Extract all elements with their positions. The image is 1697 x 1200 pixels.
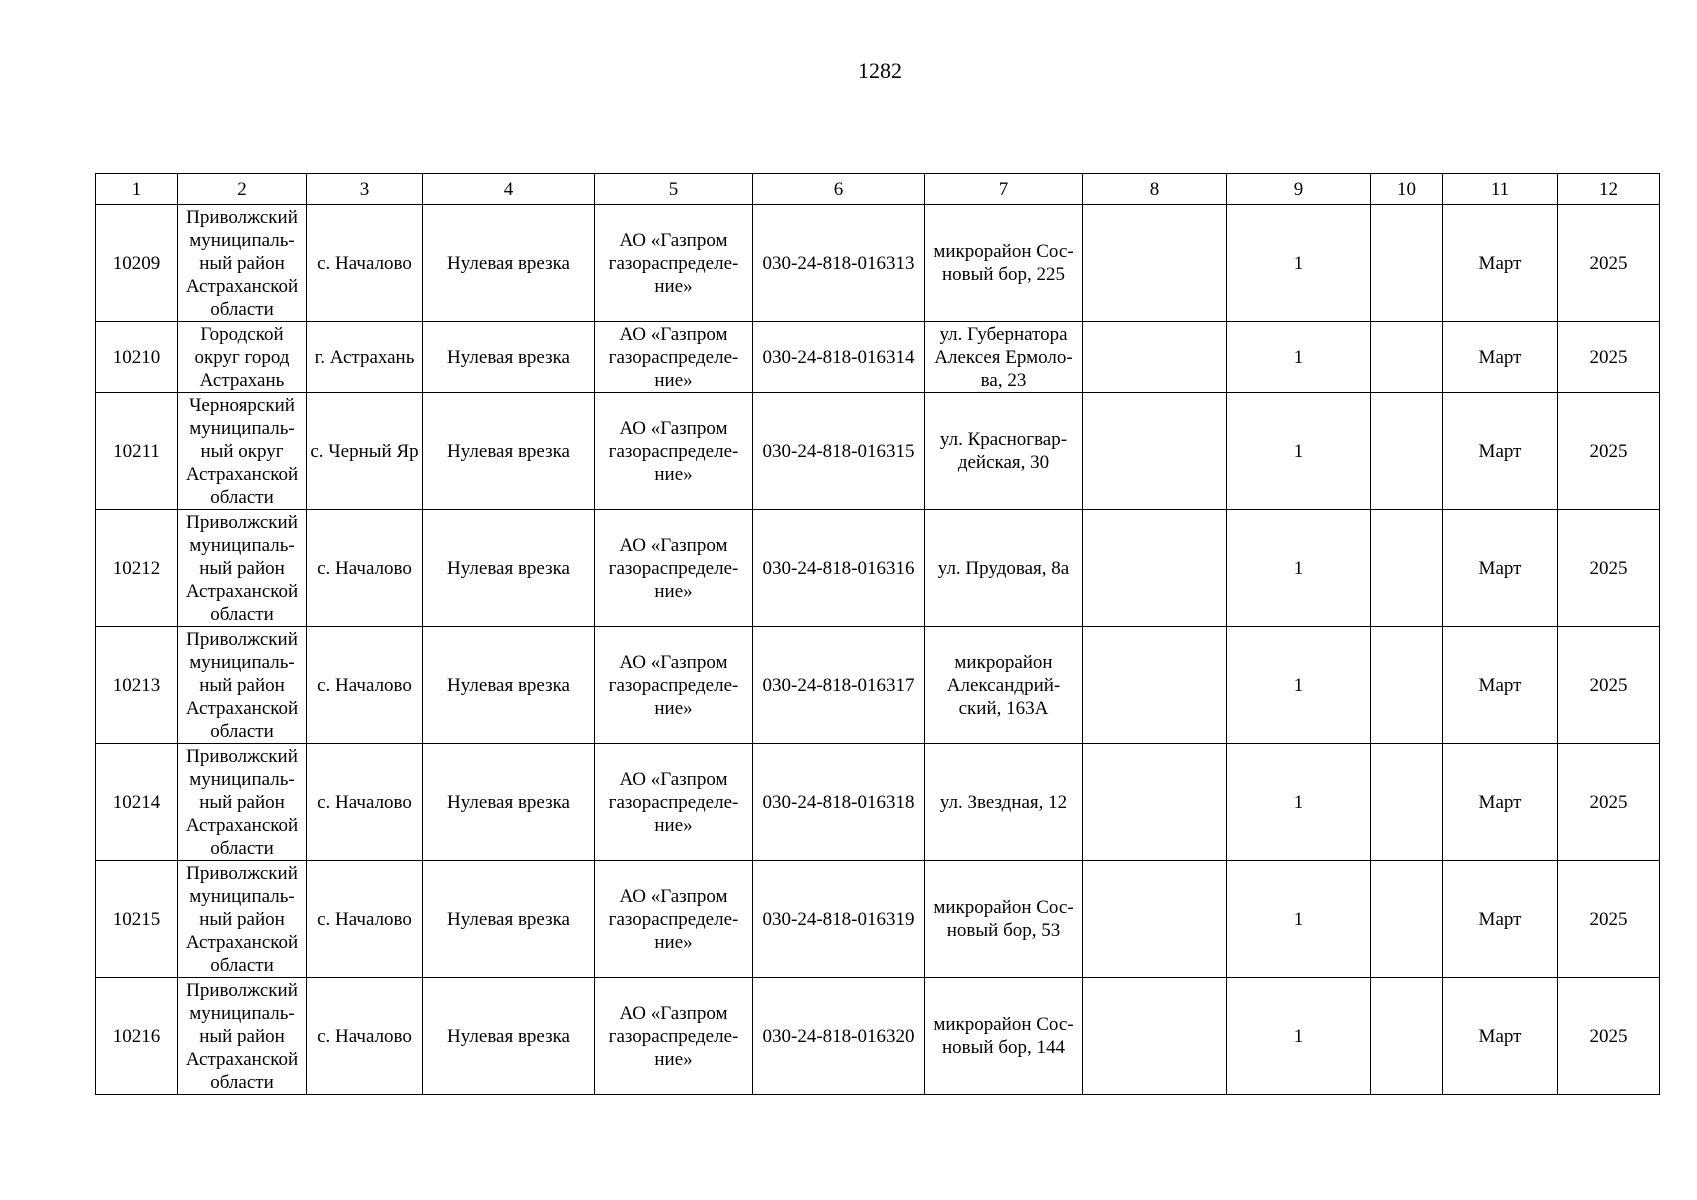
table-cell: [1371, 393, 1443, 510]
column-header: 8: [1083, 174, 1227, 205]
table-cell: АО «Газпром газораспределе-ние»: [595, 393, 753, 510]
table-cell: Приволжский муниципаль-ный район Астраханской области: [178, 627, 307, 744]
table-row: [96, 393, 1660, 510]
table-row: [96, 861, 1660, 978]
table-cell: ул. Прудовая, 8а: [925, 510, 1083, 627]
table-cell: Март: [1443, 393, 1558, 510]
table-cell: Нулевая врезка: [423, 322, 595, 393]
table-row: [96, 322, 1660, 393]
column-header: 12: [1558, 174, 1660, 205]
column-header: 7: [925, 174, 1083, 205]
table-cell: 10209: [96, 205, 178, 322]
table-cell: Нулевая врезка: [423, 744, 595, 861]
table-cell: микрорайон Сос-новый бор, 53: [925, 861, 1083, 978]
table-row: [96, 978, 1660, 1095]
table-cell: 10216: [96, 978, 178, 1095]
table-cell: Март: [1443, 861, 1558, 978]
column-header: 2: [178, 174, 307, 205]
table-cell: 1: [1227, 510, 1371, 627]
table-cell: Городской округ город Астрахань: [178, 322, 307, 393]
table-cell: 1: [1227, 322, 1371, 393]
table-cell: г. Астрахань: [307, 322, 423, 393]
column-header: 5: [595, 174, 753, 205]
table-cell: 2025: [1558, 861, 1660, 978]
table-cell: 1: [1227, 205, 1371, 322]
table-cell: 2025: [1558, 744, 1660, 861]
table-cell: Март: [1443, 322, 1558, 393]
column-header: 6: [753, 174, 925, 205]
table-cell: 030-24-818-016319: [753, 861, 925, 978]
table-cell: Нулевая врезка: [423, 393, 595, 510]
table-cell: Приволжский муниципаль-ный район Астраханской области: [178, 978, 307, 1095]
table-body: [96, 205, 1660, 1095]
table-cell: [1371, 205, 1443, 322]
table-cell: АО «Газпром газораспределе-ние»: [595, 322, 753, 393]
table-cell: 1: [1227, 744, 1371, 861]
table-cell: [1371, 627, 1443, 744]
table-cell: [1083, 322, 1227, 393]
data-table: [95, 173, 1660, 1095]
table-cell: [1083, 205, 1227, 322]
table-row: [96, 205, 1660, 322]
table-cell: с. Началово: [307, 510, 423, 627]
table-cell: [1371, 861, 1443, 978]
table-cell: с. Началово: [307, 978, 423, 1095]
table-cell: Март: [1443, 978, 1558, 1095]
column-header: 11: [1443, 174, 1558, 205]
table-row: [96, 744, 1660, 861]
table-cell: Приволжский муниципаль-ный район Астраханской области: [178, 744, 307, 861]
column-header: 9: [1227, 174, 1371, 205]
table-cell: Март: [1443, 627, 1558, 744]
table-cell: Март: [1443, 510, 1558, 627]
table-cell: 1: [1227, 627, 1371, 744]
table-cell: [1371, 744, 1443, 861]
table-cell: 2025: [1558, 322, 1660, 393]
table-cell: Март: [1443, 205, 1558, 322]
table-cell: [1371, 510, 1443, 627]
table-cell: с. Началово: [307, 627, 423, 744]
table-cell: Нулевая врезка: [423, 978, 595, 1095]
table-cell: 2025: [1558, 978, 1660, 1095]
table-header-row: [96, 174, 1660, 205]
table-cell: 030-24-818-016314: [753, 322, 925, 393]
table-cell: [1083, 393, 1227, 510]
column-header: 4: [423, 174, 595, 205]
table-cell: Нулевая врезка: [423, 205, 595, 322]
table-row: [96, 627, 1660, 744]
column-header: 1: [96, 174, 178, 205]
table-cell: АО «Газпром газораспределе-ние»: [595, 510, 753, 627]
table-cell: [1371, 322, 1443, 393]
table-cell: 10213: [96, 627, 178, 744]
table-cell: с. Черный Яр: [307, 393, 423, 510]
table-cell: Черноярский муниципаль-ный округ Астраханской области: [178, 393, 307, 510]
table-cell: АО «Газпром газораспределе-ние»: [595, 627, 753, 744]
table-cell: [1083, 978, 1227, 1095]
table-cell: 030-24-818-016316: [753, 510, 925, 627]
table-cell: [1083, 627, 1227, 744]
column-header: 3: [307, 174, 423, 205]
table-cell: 030-24-818-016315: [753, 393, 925, 510]
table-cell: 030-24-818-016318: [753, 744, 925, 861]
table-cell: микрорайон Сос-новый бор, 225: [925, 205, 1083, 322]
table-cell: 10212: [96, 510, 178, 627]
table-cell: 10215: [96, 861, 178, 978]
table-cell: микрорайон Александрий-ский, 163А: [925, 627, 1083, 744]
table-cell: 2025: [1558, 393, 1660, 510]
table-cell: Нулевая врезка: [423, 510, 595, 627]
table-cell: АО «Газпром газораспределе-ние»: [595, 861, 753, 978]
table-cell: [1083, 510, 1227, 627]
table-cell: 030-24-818-016320: [753, 978, 925, 1095]
table-cell: Нулевая врезка: [423, 861, 595, 978]
table-cell: 1: [1227, 393, 1371, 510]
table-cell: Нулевая врезка: [423, 627, 595, 744]
table-cell: ул. Звездная, 12: [925, 744, 1083, 861]
table-cell: 2025: [1558, 510, 1660, 627]
table-cell: 2025: [1558, 205, 1660, 322]
table-cell: с. Началово: [307, 205, 423, 322]
table-cell: [1083, 744, 1227, 861]
table-cell: АО «Газпром газораспределе-ние»: [595, 744, 753, 861]
table-cell: Март: [1443, 744, 1558, 861]
table-cell: 10210: [96, 322, 178, 393]
table-cell: 2025: [1558, 627, 1660, 744]
table-cell: АО «Газпром газораспределе-ние»: [595, 978, 753, 1095]
page-number: 1282: [858, 58, 902, 83]
table-cell: с. Началово: [307, 861, 423, 978]
table-cell: Приволжский муниципаль-ный район Астраханской области: [178, 861, 307, 978]
table-cell: 1: [1227, 978, 1371, 1095]
table-cell: [1371, 978, 1443, 1095]
table-cell: 10214: [96, 744, 178, 861]
table-cell: ул. Губернатора Алексея Ермоло-ва, 23: [925, 322, 1083, 393]
table-cell: 030-24-818-016317: [753, 627, 925, 744]
table-cell: Приволжский муниципаль-ный район Астраханской области: [178, 510, 307, 627]
table-cell: с. Началово: [307, 744, 423, 861]
table-cell: ул. Красногвар-дейская, 30: [925, 393, 1083, 510]
table-cell: АО «Газпром газораспределе-ние»: [595, 205, 753, 322]
table-cell: 1: [1227, 861, 1371, 978]
column-header: 10: [1371, 174, 1443, 205]
table-cell: 10211: [96, 393, 178, 510]
table-row: [96, 510, 1660, 627]
table-cell: Приволжский муниципаль-ный район Астраханской области: [178, 205, 307, 322]
table-cell: микрорайон Сос-новый бор, 144: [925, 978, 1083, 1095]
table-cell: [1083, 861, 1227, 978]
table-cell: 030-24-818-016313: [753, 205, 925, 322]
